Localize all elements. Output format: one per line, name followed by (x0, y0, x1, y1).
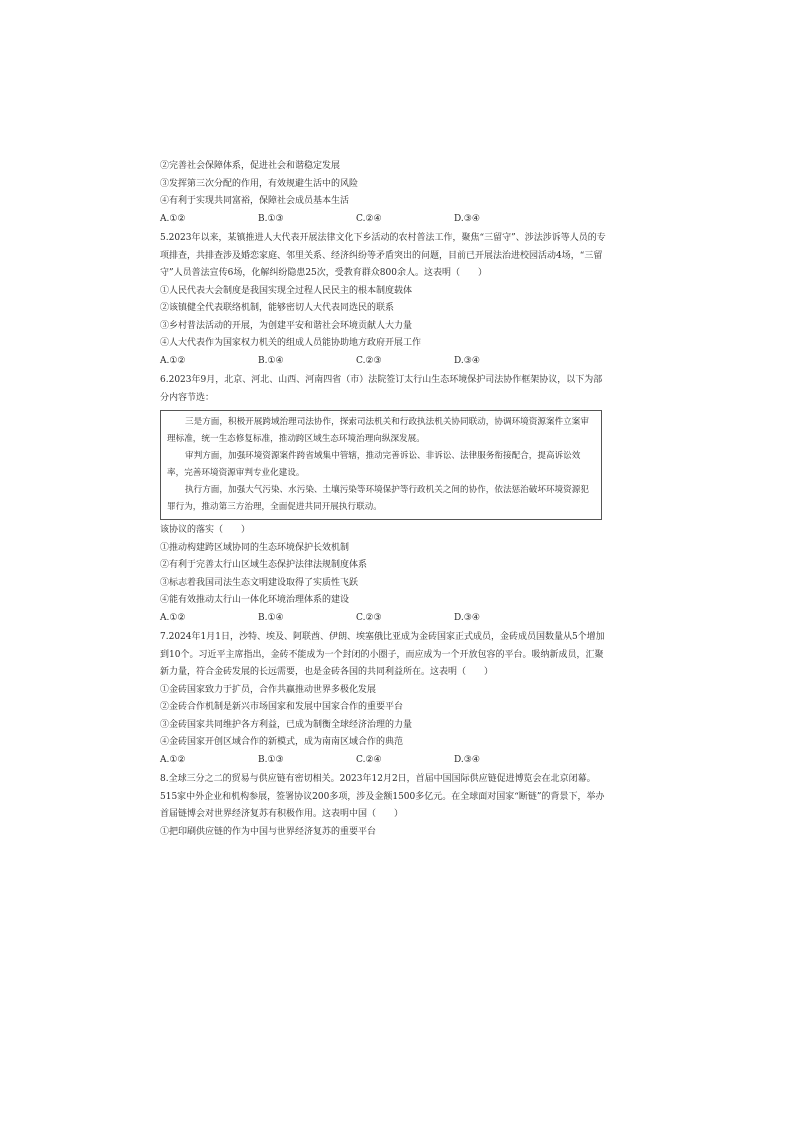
choice-b: B.①④ (258, 355, 284, 366)
question-7-stem: 7.2024年1月1日，沙特、埃及、阿联酋、伊朗、埃塞俄比亚成为金砖国家正式成员，金砖成员国数量从5个增加到10个。习近平主席指出，金砖不能成为一个封闭的小圈子，而应成为一个开放包容的平台。吸纳新成员，汇聚新力量，符合金砖发展的长远需要，也是金砖各国的共同利益所在。这表明（ ） (160, 632, 605, 677)
q5-option-4: ④人大代表作为国家权力机关的组成人员能协助地方政府开展工作 (160, 338, 422, 348)
q5-option-3: ③乡村普法活动的开展，为创建平安和谐社会环境贡献人大力量 (160, 320, 413, 331)
q7-choices (160, 752, 610, 770)
choice-c: C.②④ (356, 213, 382, 224)
q6-tail: 该协议的落实（ ） (160, 525, 251, 535)
q6-option-3: ③标志着我国司法生态文明建设取得了实质性飞跃 (160, 577, 359, 588)
choice-b: B.①④ (258, 612, 284, 623)
choice-d: D.③④ (454, 612, 480, 623)
q6-option-2: ②有利于完善太行山区域生态保护法律法规制度体系 (160, 560, 368, 570)
q6-option-1: ①推动构建跨区域协同的生态环境保护长效机制 (160, 542, 350, 553)
choice-c: C.②④ (356, 754, 382, 765)
top-option-2: ②完善社会保障体系，促进社会和谐稳定发展 (160, 161, 341, 171)
top-choices (160, 211, 610, 229)
exam-page (160, 158, 610, 841)
excerpt-paragraph: 审判方面，加强环境资源案件跨省域集中管辖，推动完善诉讼、非诉讼、法律服务衔接配合，提高诉讼效率，完善环境资源审判专业化建设。 (167, 451, 581, 478)
top-option-3: ③发挥第三次分配的作用，有效规避生活中的风险 (160, 178, 359, 189)
choice-c: C.②③ (356, 355, 382, 366)
choice-a: A.①② (160, 754, 186, 765)
question-5-stem: 5.2023年以来，某镇推进人大代表开展法律文化下乡活动的农村普法工作，聚焦“三留守”、涉法涉诉等人员的专项排查，共排查涉及婚恋家庭、邻里关系、经济纠纷等矛盾突出的问题，目前已开展法治进校园活动4场，“三留守”人员普法宣传6场，化解纠纷隐患25次，受教育群众800余人。这表明（ ） (160, 233, 606, 278)
q7-option-2: ②金砖合作机制是新兴市场国家和发展中国家合作的重要平台 (160, 702, 404, 712)
choice-d: D.③④ (454, 754, 480, 765)
excerpt-paragraph: 三是方面，积极开展跨域治理司法协作，探索司法机关和行政执法机关协同联动，协调环境资源案件立案审理标准，统一生态修复标准，推动跨区域生态环境治理向纵深发展。 (167, 417, 589, 444)
q8-option-1: ①把印刷供应链的作为中国与世界经济复苏的重要平台 (160, 826, 377, 837)
choice-a: A.①② (160, 355, 186, 366)
choice-d: D.③④ (454, 355, 480, 366)
choice-c: C.②③ (356, 612, 382, 623)
q7-option-4: ④金砖国家开创区域合作的新模式，成为南南区域合作的典范 (160, 737, 404, 747)
q7-option-3: ③金砖国家共同维护各方利益，已成为制衡全球经济治理的力量 (160, 719, 413, 730)
choice-b: B.①③ (258, 754, 284, 765)
question-6-stem: 6.2023年9月，北京、河北、山西、河南四省（市）法院签订太行山生态环境保护司法协作框架协议，以下为部分内容节选： (160, 375, 603, 403)
q5-choices (160, 353, 610, 371)
q7-option-1: ①金砖国家致力于扩员，合作共赢推动世界多极化发展 (160, 684, 377, 695)
question-8-stem: 8.全球三分之二的贸易与供应链有密切相关。2023年12月2日，首届中国国际供应链促进博览会在北京闭幕。515家中外企业和机构参展，签署协议200多项，涉及金额1500多亿元。在全球面对国家“断链”的背景下，举办首届链博会对世界经济复苏有积极作用。这表明中国（ ） (160, 774, 605, 819)
q5-option-2: ②该镇健全代表联络机制，能够密切人大代表同选民的联系 (160, 303, 395, 313)
q6-choices (160, 610, 610, 628)
q6-option-4: ④能有效推动太行山一体化环境治理体系的建设 (160, 595, 350, 605)
choice-b: B.①③ (258, 213, 284, 224)
top-option-4: ④有利于实现共同富裕，保障社会成员基本生活 (160, 196, 350, 206)
choice-d: D.③④ (454, 213, 480, 224)
q5-option-1: ①人民代表大会制度是我国实现全过程人民民主的根本制度载体 (160, 285, 413, 296)
q6-excerpt-box (160, 410, 602, 520)
excerpt-paragraph: 执行方面，加强大气污染、水污染、土壤污染等环境保护等行政机关之间的协作，依法惩治破坏环境资源犯罪行为，推动第三方治理，全面促进共同开展执行联动。 (167, 485, 589, 512)
choice-a: A.①② (160, 213, 186, 224)
choice-a: A.①② (160, 612, 186, 623)
